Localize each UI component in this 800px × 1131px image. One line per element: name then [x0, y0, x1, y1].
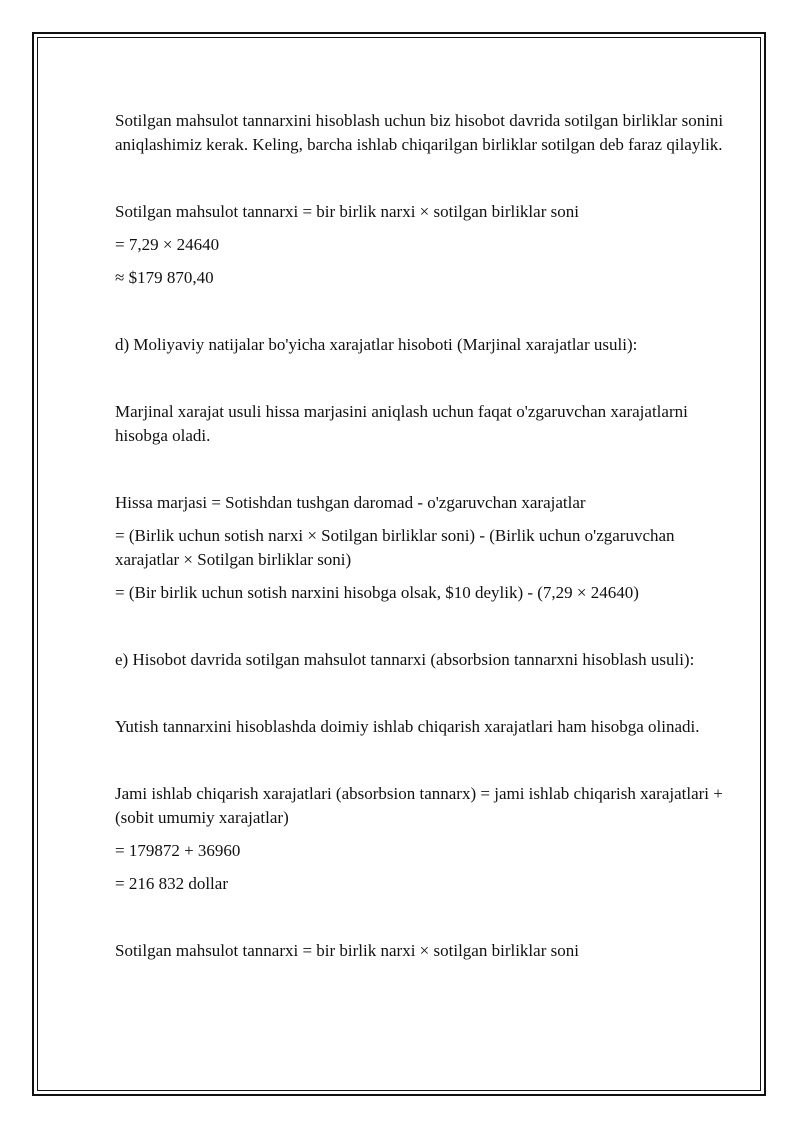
formula-step: = 179872 + 36960 [115, 841, 241, 860]
formula-contribution-margin: Hissa marjasi = Sotishdan tushgan daromad - o'zgaruvchan xarajatlar [115, 493, 586, 512]
formula-total-production-cost: Jami ishlab chiqarish xarajatlari (absorbsion tannarx) = jami ishlab chiqarish xarajatlari + (sobit umumiy xarajatlar) [115, 784, 723, 827]
formula-step: = 7,29 × 24640 [115, 235, 220, 254]
formula-step: = (Bir birlik uchun sotish narxini hisobga olsak, $10 deylik) - (7,29 × 24640) [115, 583, 639, 602]
formula-cost-of-goods-sold: Sotilgan mahsulot tannarxi = bir birlik narxi × sotilgan birliklar soni [115, 202, 579, 221]
paragraph-intro: Sotilgan mahsulot tannarxini hisoblash uchun biz hisobot davrida sotilgan birliklar sonini aniqlashimiz kerak. Keling, barcha ishlab chiqarilgan birliklar sotilgan deb faraz qilaylik. [115, 111, 724, 154]
section-heading-d: d) Moliyaviy natijalar bo'yicha xarajatlar hisoboti (Marjinal xarajatlar usuli): [115, 335, 638, 354]
paragraph-marginal: Marjinal xarajat usuli hissa marjasini aniqlash uchun faqat o'zgaruvchan xarajatlarni hisobga oladi. [115, 402, 688, 445]
formula-result: ≈ $179 870,40 [115, 268, 214, 287]
section-heading-e: e) Hisobot davrida sotilgan mahsulot tannarxi (absorbsion tannarxni hisoblash usuli): [115, 650, 695, 669]
formula-cost-of-goods-sold: Sotilgan mahsulot tannarxi = bir birlik narxi × sotilgan birliklar soni [115, 941, 579, 960]
paragraph-absorption: Yutish tannarxini hisoblashda doimiy ishlab chiqarish xarajatlari ham hisobga olinadi. [115, 717, 700, 736]
formula-result: = 216 832 dollar [115, 874, 228, 893]
document-body [115, 109, 740, 963]
formula-step: = (Birlik uchun sotish narxi × Sotilgan birliklar soni) - (Birlik uchun o'zgaruvchan xarajatlar × Sotilgan birliklar soni) [115, 526, 675, 569]
